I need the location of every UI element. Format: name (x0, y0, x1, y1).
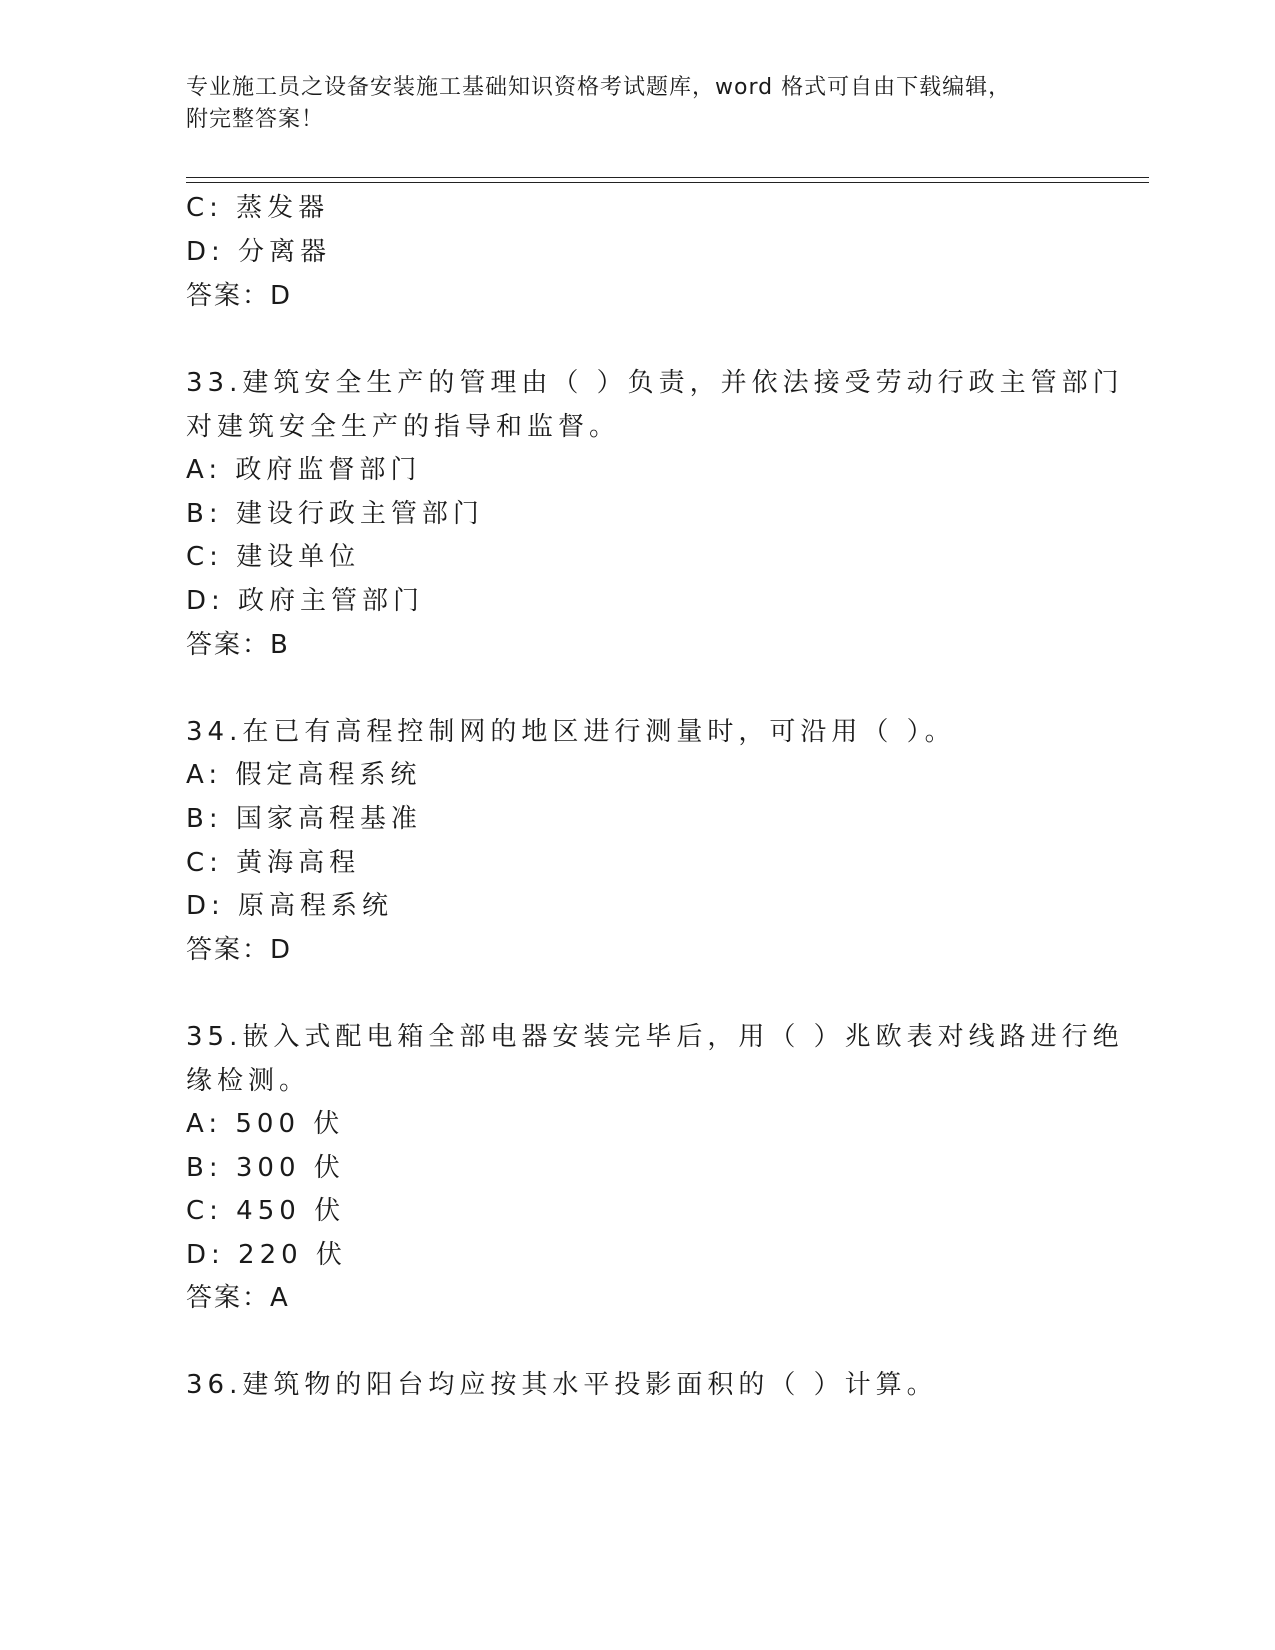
q35-option-d: D: 220 伏 (186, 1240, 347, 1270)
q33-option-b: B: 建设行政主管部门 (186, 499, 484, 529)
q35-answer: 答案：A (186, 1283, 290, 1313)
q33-option-d: D: 政府主管部门 (186, 586, 425, 616)
header-line-2: 附完整答案！ (186, 107, 325, 132)
q33-answer: 答案：B (186, 630, 290, 660)
q34-option-d: D: 原高程系统 (186, 891, 394, 921)
q35-option-b: B: 300 伏 (186, 1153, 345, 1183)
q34-option-b: B: 国家高程基准 (186, 804, 422, 834)
q33-option-a: A: 政府监督部门 (186, 455, 422, 485)
q32-option-d: D: 分离器 (186, 237, 332, 267)
q32-answer: 答案：D (186, 281, 293, 311)
q35-option-a: A: 500 伏 (186, 1109, 345, 1139)
document-header (186, 72, 1066, 136)
q36-stem-line-1: 36.建筑物的阳台均应按其水平投影面积的（ ）计算。 (186, 1370, 938, 1400)
q34-option-a: A: 假定高程系统 (186, 760, 422, 790)
q33-option-c: C: 建设单位 (186, 542, 361, 572)
q32-option-c: C: 蒸发器 (186, 193, 330, 223)
q33-stem-line-2: 对建筑安全生产的指导和监督。 (186, 412, 621, 442)
q33-stem-line-1: 33.建筑安全生产的管理由（ ）负责，并依法接受劳动行政主管部门 (186, 368, 1124, 398)
q34-stem-line-1: 34.在已有高程控制网的地区进行测量时，可沿用（ ）。 (186, 717, 956, 747)
q34-answer: 答案：D (186, 935, 293, 965)
q35-stem-line-1: 35.嵌入式配电箱全部电器安装完毕后，用（ ）兆欧表对线路进行绝 (186, 1022, 1124, 1052)
header-divider-bottom (186, 182, 1149, 183)
header-line-1: 专业施工员之设备安装施工基础知识资格考试题库，word 格式可自由下载编辑， (186, 75, 1012, 100)
q35-option-c: C: 450 伏 (186, 1196, 346, 1226)
header-divider-top (186, 177, 1149, 178)
q35-stem-line-2: 缘检测。 (186, 1066, 311, 1096)
q34-option-c: C: 黄海高程 (186, 848, 361, 878)
